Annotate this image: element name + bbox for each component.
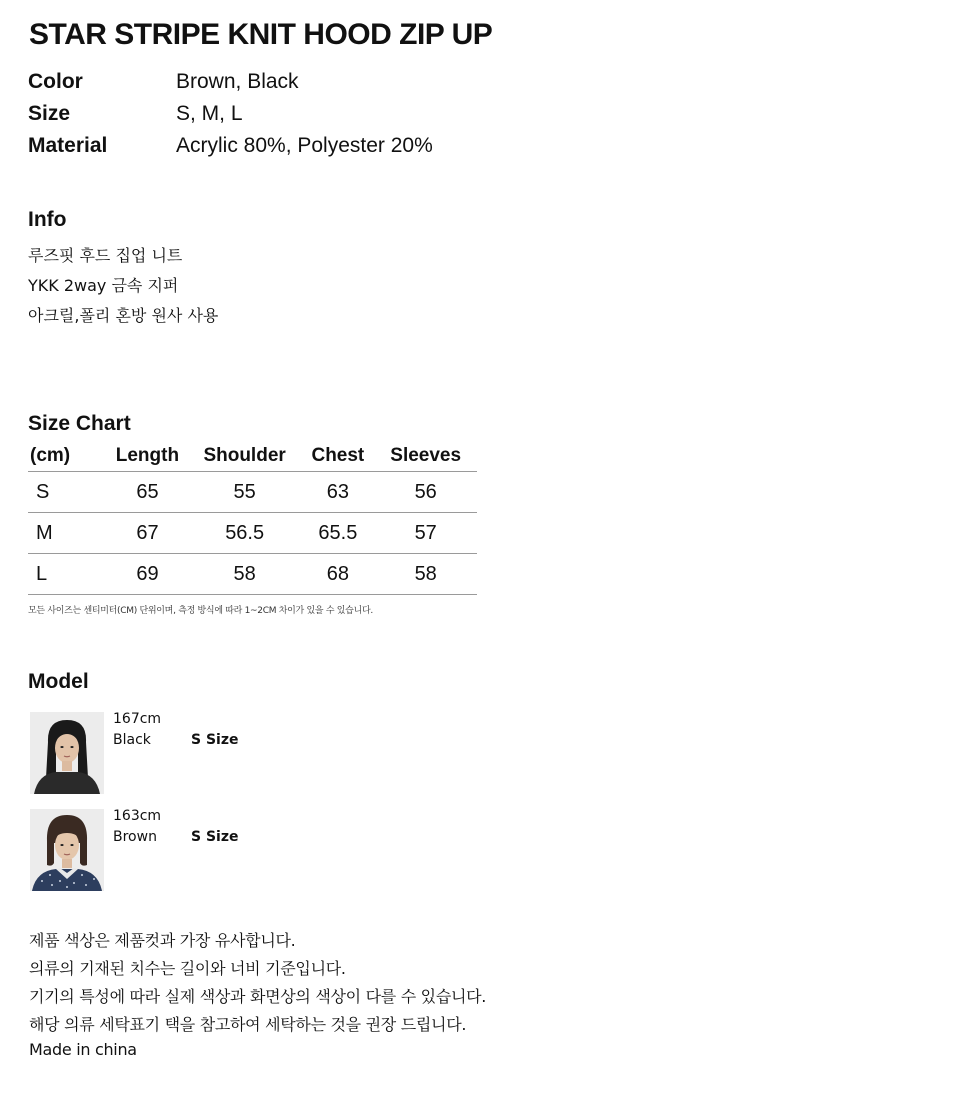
- footer-note: 제품 색상은 제품컷과 가장 유사합니다.: [29, 931, 296, 950]
- model-height: 163cm: [113, 808, 162, 824]
- model-photo-black: [30, 712, 104, 794]
- table-cell: S: [36, 480, 50, 503]
- footer-note: 해당 의류 세탁표기 택을 참고하여 세탁하는 것을 권장 드립니다.: [29, 1015, 467, 1034]
- table-cell: L: [36, 562, 48, 585]
- size-chart-header-unit: (cm): [30, 444, 71, 466]
- table-cell: 58: [414, 562, 437, 585]
- size-chart-header-sleeves: Sleeves: [390, 444, 462, 466]
- model-photo-brown: [30, 809, 104, 891]
- size-chart-table: [28, 440, 477, 595]
- table-cell: 57: [414, 521, 437, 544]
- spec-value: Acrylic 80%, Polyester 20%: [176, 134, 433, 157]
- table-cell: 68: [326, 562, 350, 585]
- size-chart-heading: Size Chart: [28, 412, 131, 435]
- table-cell: 67: [136, 521, 159, 544]
- model-size: S Size: [191, 829, 239, 845]
- size-chart-header-chest: Chest: [311, 444, 365, 466]
- size-chart-row-m: [28, 513, 477, 554]
- info-heading: Info: [28, 208, 67, 231]
- table-cell: 69: [136, 562, 159, 585]
- footer-note: 의류의 기재된 치수는 길이와 너비 기준입니다.: [29, 959, 346, 978]
- info-line: YKK 2way 금속 지퍼: [28, 276, 179, 295]
- spec-value: Brown, Black: [176, 70, 299, 93]
- model-size: S Size: [191, 732, 239, 748]
- info-line: 아크릴,폴리 혼방 원사 사용: [28, 306, 219, 325]
- table-cell: M: [36, 521, 53, 544]
- product-title: STAR STRIPE KNIT HOOD ZIP UP: [29, 18, 493, 51]
- table-cell: 65.5: [318, 521, 358, 544]
- model-portrait-image: [30, 809, 104, 891]
- model-color: Brown: [113, 829, 157, 845]
- model-color: Black: [113, 732, 151, 748]
- spec-label: Color: [28, 70, 83, 93]
- table-cell: 58: [233, 562, 256, 585]
- model-heading: Model: [28, 670, 89, 693]
- info-line: 루즈핏 후드 집업 니트: [28, 246, 183, 265]
- model-entry: [30, 712, 490, 794]
- spec-label: Material: [28, 134, 108, 157]
- footer-note: 기기의 특성에 따라 실제 색상과 화면상의 색상이 다를 수 있습니다.: [29, 987, 487, 1006]
- table-cell: 63: [326, 480, 350, 503]
- table-cell: 56: [414, 480, 437, 503]
- size-chart-note: 모든 사이즈는 센티미터(CM) 단위이며, 측정 방식에 따라 1~2CM 차이가 있을 수 있습니다.: [28, 606, 373, 616]
- size-chart-header-length: Length: [115, 444, 180, 466]
- size-chart-row-l: [28, 554, 477, 595]
- size-chart-header-shoulder: Shoulder: [203, 444, 286, 466]
- table-cell: 56.5: [225, 521, 265, 544]
- size-chart-header-row: [28, 440, 477, 472]
- size-chart-row-s: [28, 472, 477, 513]
- model-height: 167cm: [113, 711, 162, 727]
- model-entry: [30, 809, 490, 891]
- spec-label: Size: [28, 102, 71, 125]
- model-portrait-image: [30, 712, 104, 794]
- spec-value: S, M, L: [176, 102, 243, 125]
- table-cell: 55: [233, 480, 256, 503]
- footer-origin: Made in china: [29, 1040, 137, 1059]
- table-cell: 65: [136, 480, 159, 503]
